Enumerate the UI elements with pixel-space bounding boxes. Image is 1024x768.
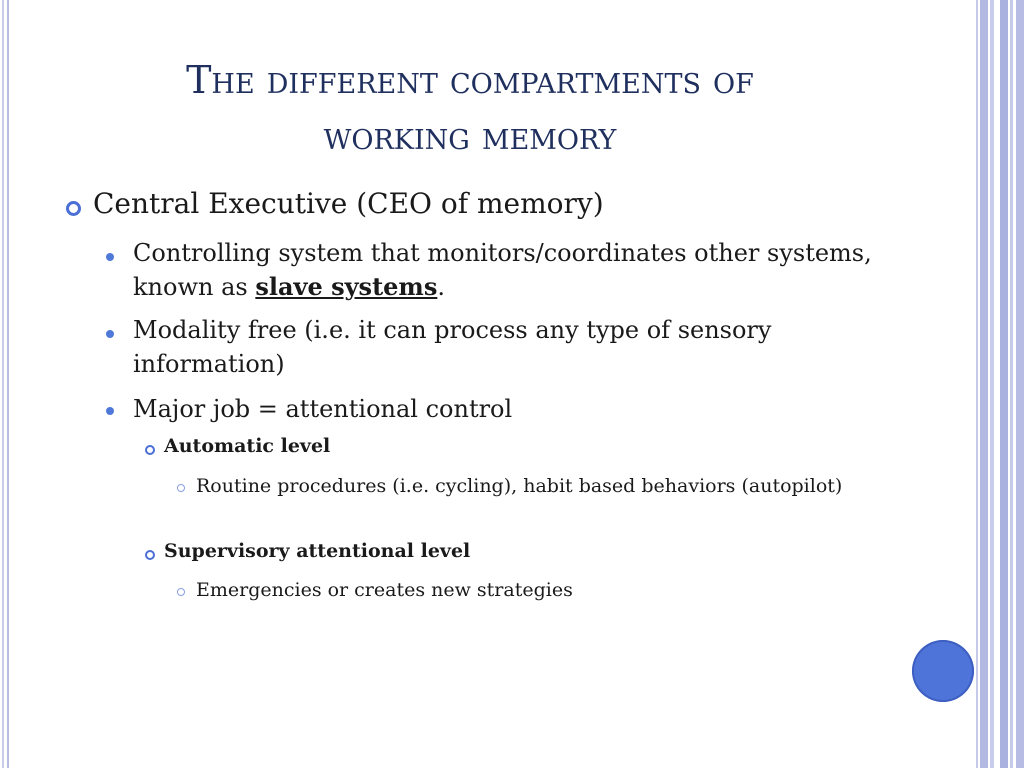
stripe-5 — [1010, 0, 1013, 768]
right-decorative-stripes — [976, 0, 1024, 768]
stripe-3 — [990, 0, 994, 768]
level2-bullet-icon — [106, 330, 114, 338]
level2-bullet-icon — [106, 253, 114, 261]
bullet-routine-procedures: Routine procedures (i.e. cycling), habit based behaviors (autopilot) — [196, 475, 843, 497]
stripe-1 — [976, 0, 978, 768]
bullet-emergencies: Emergencies or creates new strategies — [196, 579, 573, 601]
stripe-4 — [1000, 0, 1008, 768]
stripe-2 — [980, 0, 988, 768]
stripe-6 — [1016, 0, 1024, 768]
level4-bullet-icon — [177, 484, 185, 492]
bullet-controlling-system — [133, 236, 873, 304]
level1-bullet-icon — [66, 201, 81, 216]
bullet-modality-free: Modality free (i.e. it can process any type of sensory information) — [133, 316, 772, 378]
level3-bullet-icon — [145, 550, 155, 560]
title-line-2: working memory — [323, 114, 617, 158]
decorative-circle — [912, 640, 974, 702]
controlling-system-period: . — [437, 273, 445, 301]
slave-systems-emphasis: slave systems — [255, 272, 438, 301]
title-line-1: The different compartments of — [186, 58, 754, 102]
stripe-gap — [996, 0, 998, 768]
level3-bullet-icon — [145, 445, 155, 455]
level4-bullet-icon — [177, 588, 185, 596]
bullet-supervisory-level: Supervisory attentional level — [164, 540, 471, 562]
bullet-central-executive: Central Executive (CEO of memory) — [93, 187, 604, 220]
level2-bullet-icon — [106, 407, 114, 415]
bullet-major-job: Major job = attentional control — [133, 395, 513, 423]
controlling-system-text: Controlling system that monitors/coordinates other systems, known as — [133, 239, 872, 301]
bullet-automatic-level: Automatic level — [164, 435, 331, 457]
